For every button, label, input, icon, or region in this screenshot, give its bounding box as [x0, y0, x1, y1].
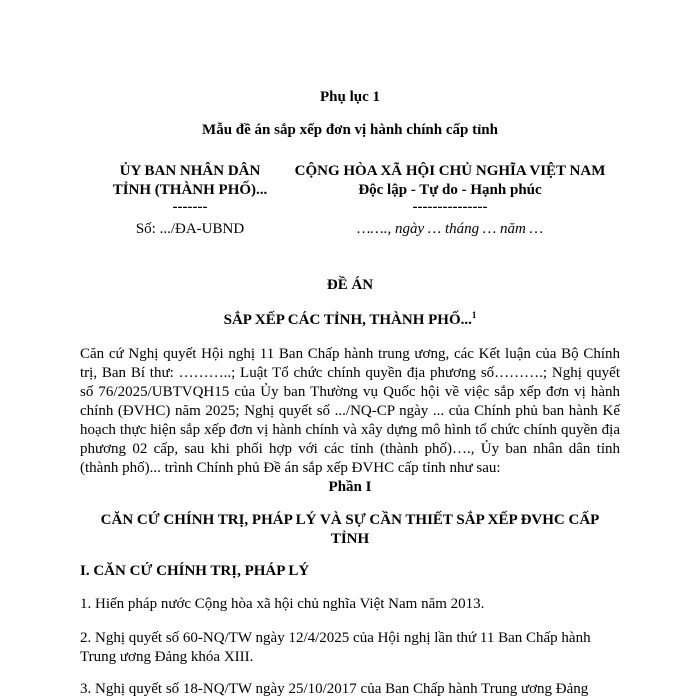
document-date: ……., ngày … tháng … năm … — [357, 221, 543, 237]
country-name: CỘNG HÒA XÃ HỘI CHỦ NGHĨA VIỆT NAM — [294, 163, 606, 179]
motto-rule: --------------- — [412, 199, 488, 215]
authority-rule: ------- — [172, 199, 208, 215]
motto: Độc lập - Tự do - Hạnh phúc — [358, 182, 542, 198]
part-subtitle: CĂN CỨ CHÍNH TRỊ, PHÁP LÝ VÀ SỰ CẦN THIẾT SẮP XẾP ĐVHC CẤP TỈNH — [100, 512, 600, 547]
list-item: 2. Nghị quyết số 60-NQ/TW ngày 12/4/2025 của Hội nghị lần thứ 11 Ban Chấp hành Trung ương Đảng khóa XIII. — [80, 630, 591, 665]
document-subtitle — [0, 312, 700, 329]
preamble-paragraph: Căn cứ Nghị quyết Hội nghị 11 Ban Chấp hành trung ương, các Kết luận của Bộ Chính trị, Ban Bí thư: ………..; Luật Tổ chức chính quyền địa phương số……….; Nghị quyết số 76/2025/UBTVQH15 của Ủy ban Thường vụ Quốc hội về việc sắp xếp đơn vị hành chính (ĐVHC) năm 2025; Nghị quyết số .../NQ-CP ngày ... của Chính phủ ban hành Kế hoạch thực hiện sắp xếp đơn vị hành chính và xây dựng mô hình tổ chức chính quyền địa phương 02 cấp, sau khi phối hợp với các tỉnh (thành phố)…., Ủy ban nhân dân tỉnh (thành phố)... trình Chính phủ Đề án sắp xếp ĐVHC cấp tỉnh như sau: — [80, 346, 620, 476]
section-title: I. CĂN CỨ CHÍNH TRỊ, PHÁP LÝ — [80, 563, 310, 579]
issuing-authority — [100, 162, 280, 214]
list-item: 1. Hiến pháp nước Cộng hòa xã hội chủ nghĩa Việt Nam năm 2013. — [80, 596, 485, 612]
document-subtitle-text: SẮP XẾP CÁC TỈNH, THÀNH PHỐ... — [223, 312, 472, 328]
part-title: Phần I — [328, 479, 372, 495]
authority-line-2: TỈNH (THÀNH PHỐ)... — [112, 182, 268, 198]
national-motto — [290, 162, 610, 214]
appendix-title: Phụ lục 1 — [319, 89, 380, 105]
document-title: ĐỀ ÁN — [326, 277, 374, 293]
list-item: 3. Nghị quyết số 18-NQ/TW ngày 25/10/2017 của Ban Chấp hành Trung ương Đảng — [80, 681, 589, 697]
footnote-marker: 1 — [471, 310, 477, 320]
authority-line-1: ỦY BAN NHÂN DÂN — [119, 163, 261, 179]
appendix-subtitle: Mẫu đề án sắp xếp đơn vị hành chính cấp tỉnh — [202, 122, 498, 138]
document-number: Số: .../ĐA-UBND — [135, 221, 245, 237]
